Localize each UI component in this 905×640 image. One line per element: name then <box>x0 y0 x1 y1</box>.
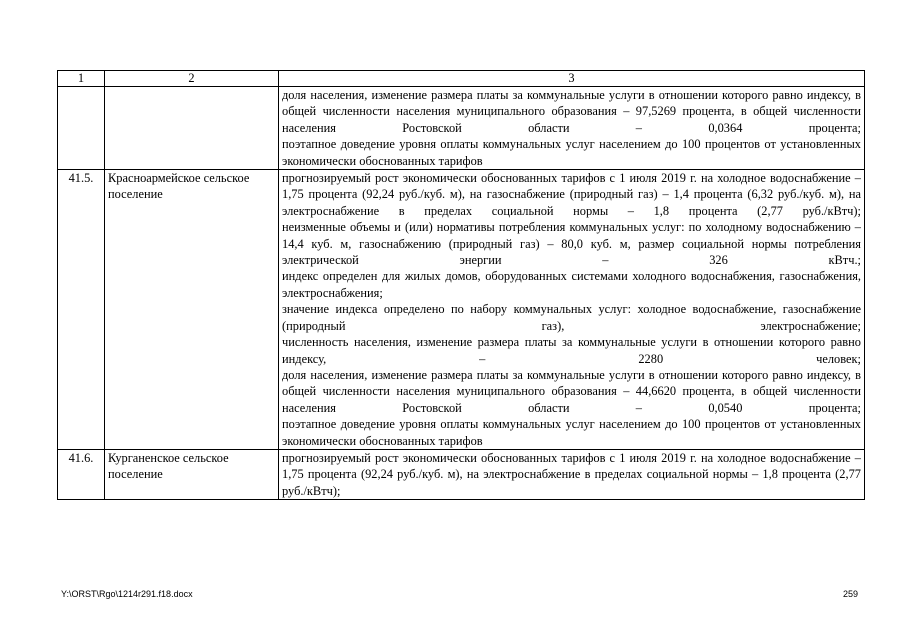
paragraph: доля населения, изменение размера платы за коммунальные услуги в отношении которого равно индексу, в общей численности населения муниципального образования – 97,5269 процента, в общей численности населения Ростовской области – 0,0364 процента; <box>282 88 861 135</box>
table-row <box>58 170 865 450</box>
header-cell-2: 2 <box>105 71 279 87</box>
footer-file-path: Y:\ORST\Rgo\1214r291.f18.docx <box>61 589 193 599</box>
paragraph: прогнозируемый рост экономически обоснованных тарифов с 1 июля 2019 г. на холодное водоснабжение – 1,75 процента (92,24 руб./куб. м), на газоснабжение (природный газ) – 1,4 процента (6,32 руб./куб. м), на электроснабжение в пределах социальной нормы – 1,8 процента (2,77 руб./кВтч); <box>282 171 861 218</box>
settlement-name: Красноармейское сельское поселение <box>105 170 279 450</box>
table-row <box>58 449 865 499</box>
paragraph: прогнозируемый рост экономически обоснованных тарифов с 1 июля 2019 г. на холодное водоснабжение – 1,75 процента (92,24 руб./куб. м), на электроснабжение в пределах социальной нормы – 1,8 процента (2,77 руб./кВтч); <box>282 450 861 498</box>
paragraph: доля населения, изменение размера платы за коммунальные услуги в отношении которого равно индексу, в общей численности населения муниципального образования – 44,6620 процента, в общей численности населения Ростовской области – 0,0540 процента; <box>282 367 861 415</box>
paragraph: значение индекса определено по набору коммунальных услуг: холодное водоснабжение, газоснабжение (природный газ), электроснабжение; <box>282 302 861 333</box>
footer-page-number: 259 <box>842 589 858 599</box>
row-description <box>279 449 865 499</box>
header-cell-1: 1 <box>58 71 105 87</box>
row-description <box>279 87 865 170</box>
paragraph: неизменные объемы и (или) нормативы потребления коммунальных услуг: по холодному водоснабжению – 14,4 куб. м, газоснабжению (природный газ) – 80,0 куб. м, размер социальной нормы потребления электрической энергии – 326 кВтч.; <box>282 220 861 268</box>
row-number <box>58 87 105 170</box>
row-number: 41.6. <box>58 449 105 499</box>
document-table <box>57 70 865 500</box>
settlement-name: Курганенское сельское поселение <box>105 449 279 499</box>
settlement-name <box>105 87 279 170</box>
paragraph: поэтапное доведение уровня оплаты коммунальных услуг населением до 100 процентов от установленных экономически обоснованных тарифов <box>282 137 861 168</box>
paragraph: поэтапное доведение уровня оплаты коммунальных услуг населением до 100 процентов от установленных экономически обоснованных тарифов <box>282 417 861 448</box>
paragraph: численность населения, изменение размера платы за коммунальные услуги в отношении которого равно индексу, – 2280 человек; <box>282 335 861 366</box>
header-cell-3: 3 <box>279 71 865 87</box>
row-description <box>279 170 865 450</box>
table-header-row <box>58 71 865 87</box>
paragraph: индекс определен для жилых домов, оборудованных системами холодного водоснабжения, газоснабжения, электроснабжения; <box>282 269 861 300</box>
table-row <box>58 87 865 170</box>
row-number: 41.5. <box>58 170 105 450</box>
